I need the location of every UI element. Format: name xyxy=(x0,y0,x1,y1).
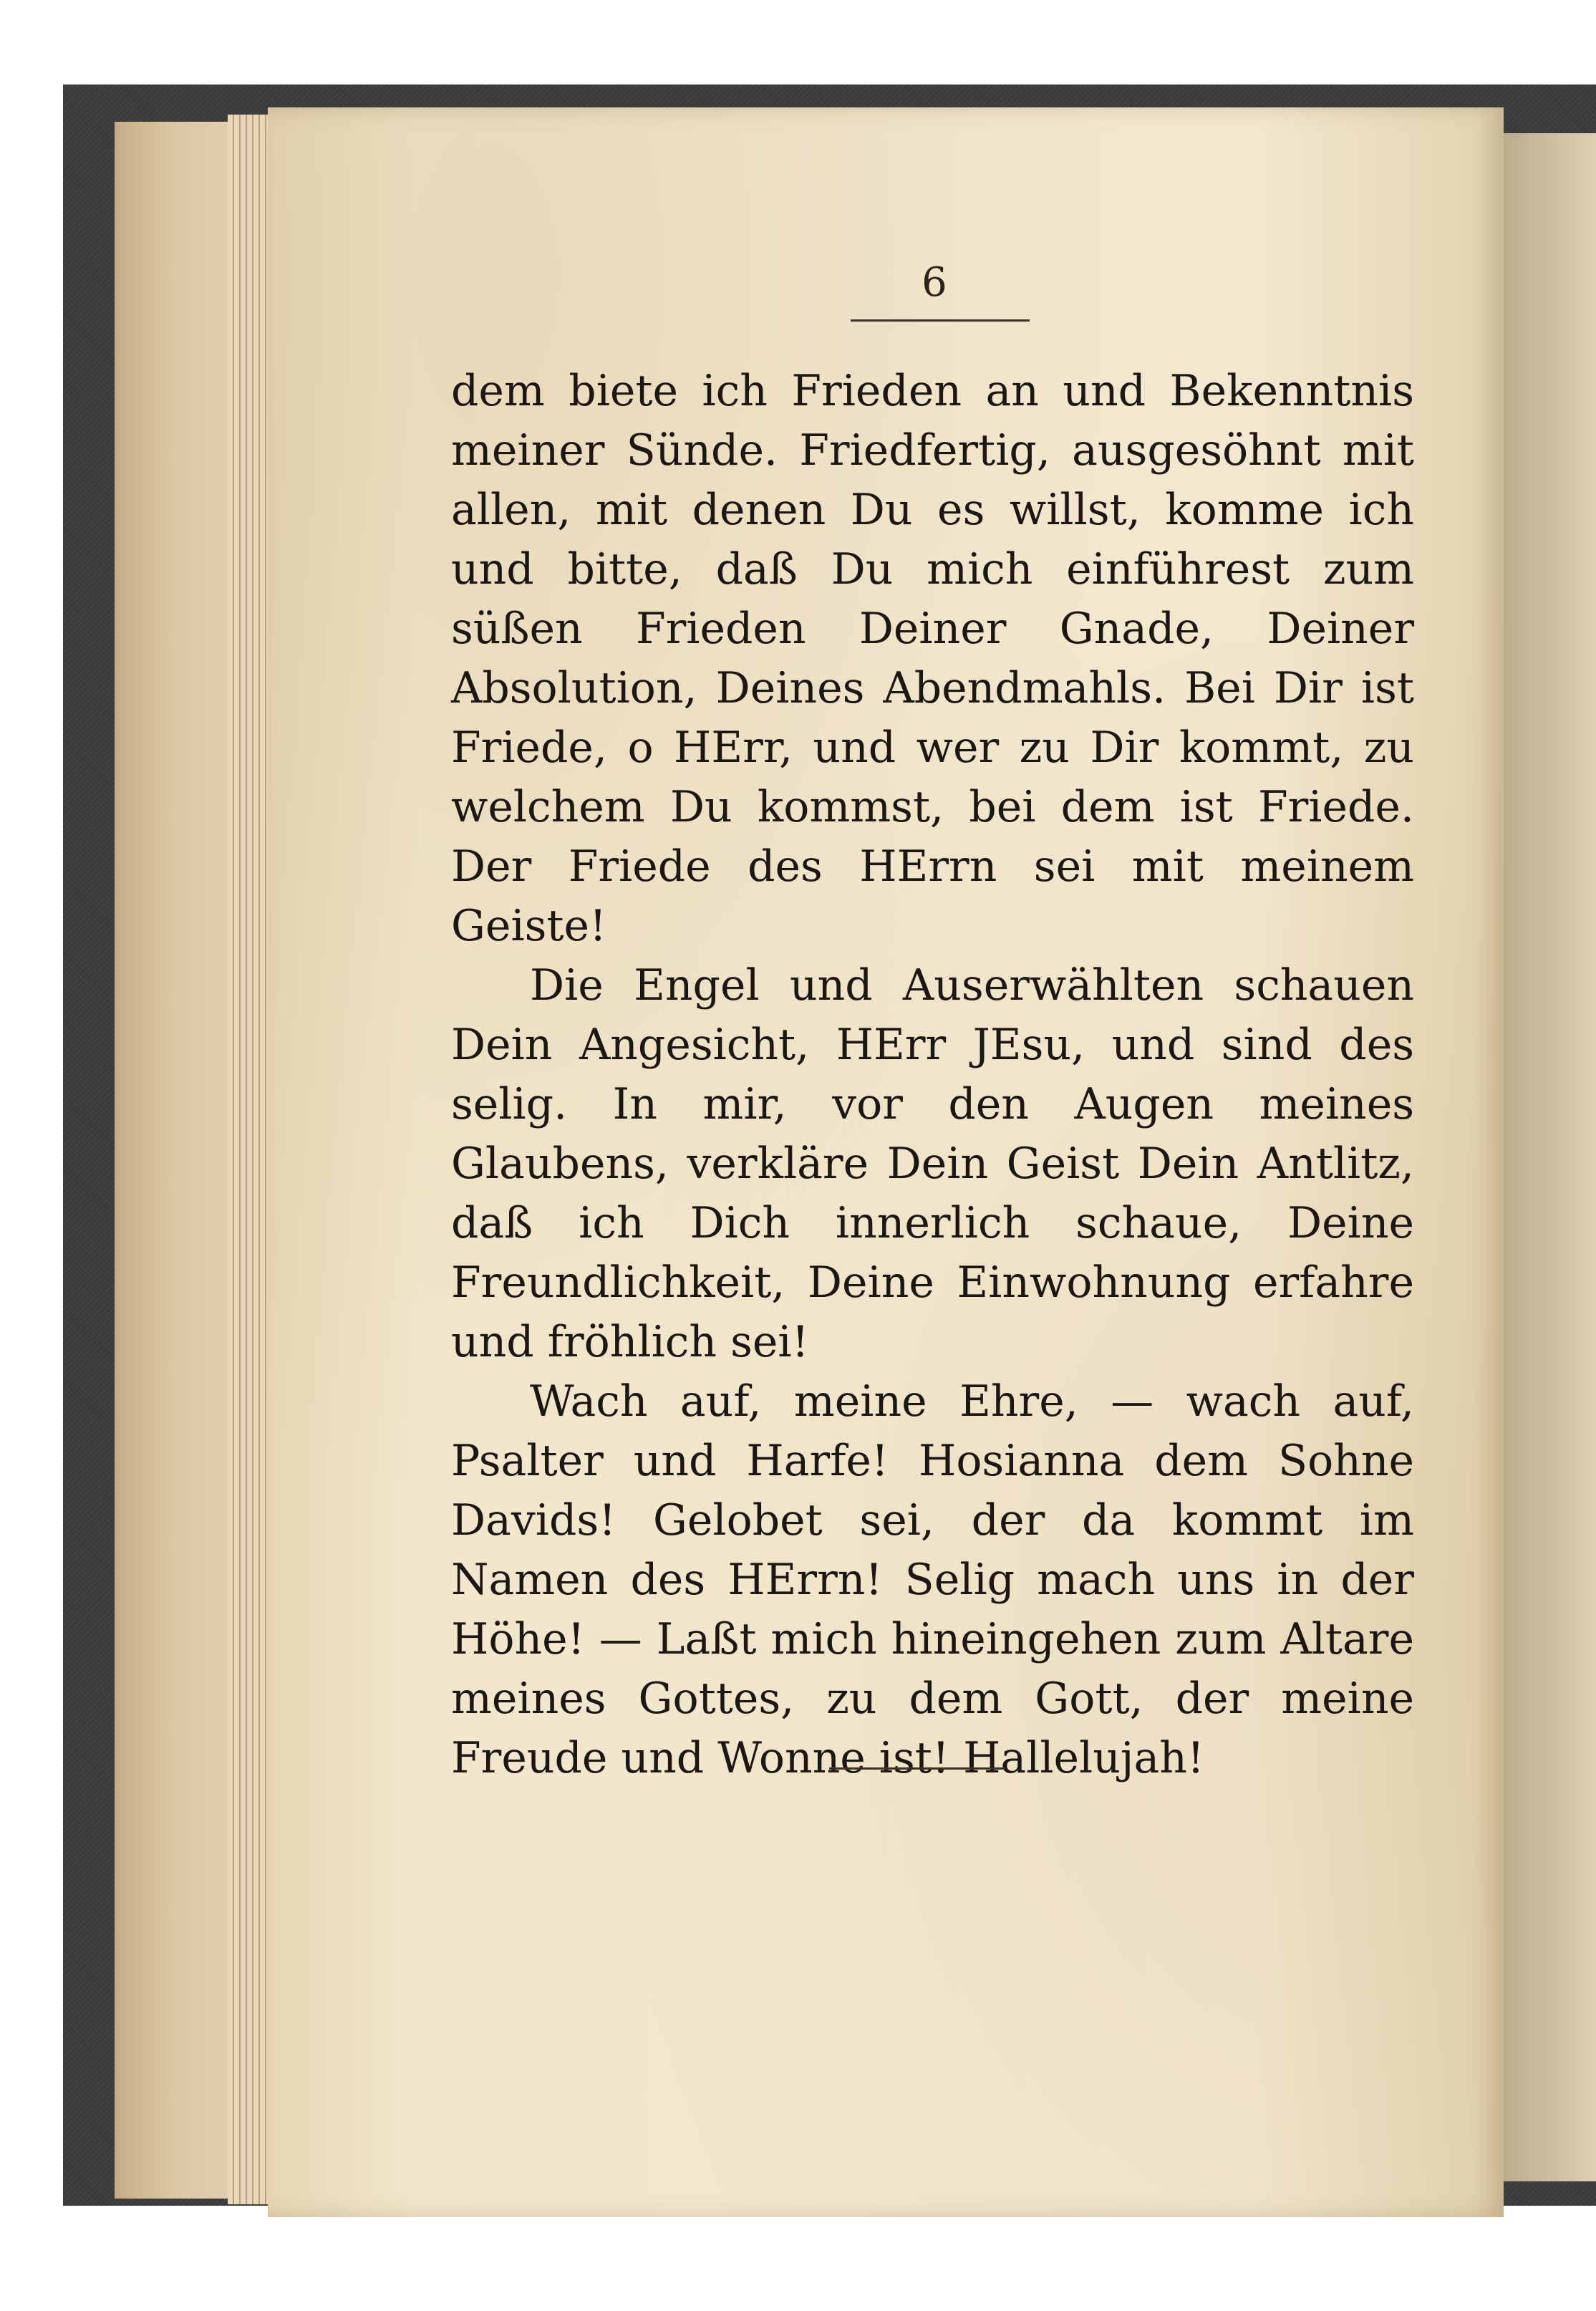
header-rule xyxy=(851,319,1030,322)
footer-rule xyxy=(829,1767,1005,1770)
page-stack-edges xyxy=(228,115,269,2204)
page-body-text xyxy=(451,362,1414,1788)
paragraph-1: dem biete ich Frieden an und Bekenntnis meiner Sünde. Friedfertig, ausgesöhnt mit allen, mit denen Du es willst, komme ich und bitte, daß Du mich einführest zum süßen Frieden Deiner Gnade, Deiner Absolution, Deines Abendmahls. Bei Dir ist Friede, o HErr, und wer zu Dir kommt, zu welchem Du kommst, bei dem ist Friede. Der Friede des HErrn sei mit meinem Geiste! xyxy=(451,366,1414,951)
paragraph-2: Die Engel und Auserwählten schauen Dein Angesicht, HErr JEsu, und sind des selig. In mir, vor den Augen meines Glaubens, verkläre Dein Geist Dein Antlitz, daß ich Dich innerlich schaue, Deine Freundlichkeit, Deine Einwohnung erfahre und fröhlich sei! xyxy=(451,960,1414,1367)
page-number: 6 xyxy=(922,259,947,306)
paragraph-3: Wach auf, meine Ehre, — wach auf, Psalter und Harfe! Hosianna dem Sohne Davids! Gelobet sei, der da kommt im Namen des HErrn! Selig mach uns in der Höhe! — Laßt mich hineingehen zum Altare meines Gottes, zu dem Gott, der meine Freude und Wonne ist! Hallelujah! xyxy=(451,1376,1414,1783)
right-page-edge xyxy=(1499,133,1596,2181)
